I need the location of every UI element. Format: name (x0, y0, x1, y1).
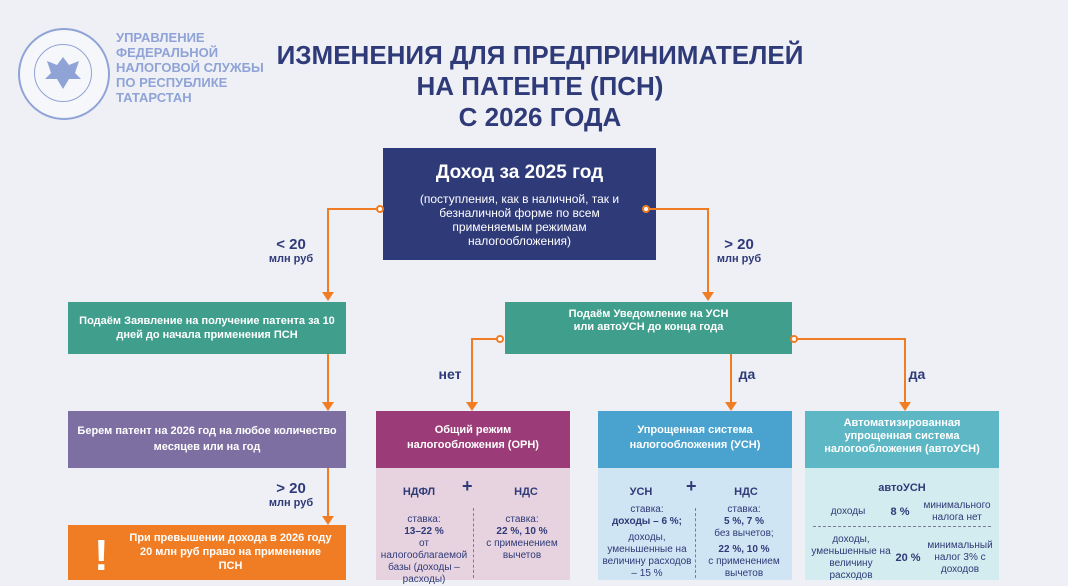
orn-panel (376, 468, 570, 585)
usn-col1-title: УСН (629, 486, 653, 498)
branch-more-label: > 20 млн руб (716, 236, 762, 265)
orn-col2-title: НДС (514, 486, 538, 498)
connector-line (797, 338, 905, 340)
organization-name: УПРАВЛЕНИЕ ФЕДЕРАЛЬНОЙ НАЛОГОВОЙ СЛУЖБЫ ПО РЕСПУБЛИКЕ ТАТАРСТАН (116, 30, 264, 105)
orn-col2-details: ставка: 22 %, 10 % с применением вычетов (486, 514, 558, 561)
autousn-header: Автоматизированная упрощенная система налогообложения (автоУСН) (805, 411, 999, 468)
connector-line (327, 468, 329, 518)
arrow-down-icon (322, 516, 334, 525)
connector-line (328, 208, 378, 210)
exclamation-icon: ! (94, 531, 109, 580)
income-title: Доход за 2025 год (435, 162, 604, 183)
eagle-emblem-icon (34, 44, 92, 102)
arrow-down-icon (725, 402, 737, 411)
arrow-down-icon (322, 292, 334, 301)
connector-line (471, 338, 473, 404)
arrow-down-icon (466, 402, 478, 411)
orn-header: Общий режим налогообложения (ОРН) (376, 411, 570, 468)
autousn-subheader: автоУСН (878, 482, 926, 494)
arrow-down-icon (322, 402, 334, 411)
apply-patent-box: Подаём Заявление на получение патента за 10 дней до начала применения ПСН (68, 302, 346, 354)
answer-no-label: нет (438, 366, 462, 382)
usn-panel (598, 468, 792, 580)
arrow-down-icon (702, 292, 714, 301)
answer-yes-label: да (738, 366, 756, 382)
warning-box (68, 525, 346, 580)
answer-yes-label: да (908, 366, 926, 382)
arrow-down-icon (899, 402, 911, 411)
usn-col1-details: ставка: доходы – 6 %; доходы, уменьшенные на величину расходов – 15 % (602, 504, 692, 579)
page-title: ИЗМЕНЕНИЯ ДЛЯ ПРЕДПРИНИМАТЕЛЕЙ НА ПАТЕНТЕ (ПСН) С 2026 ГОДА (276, 40, 804, 132)
orn-col1-title: НДФЛ (402, 486, 436, 498)
usn-header: Упрощенная система налогообложения (УСН) (598, 411, 792, 468)
income-2025-box (383, 148, 656, 260)
income-description: (поступления, как в наличной, так и безналичной форме по всем применяемым режимам налогообложения) (419, 192, 620, 248)
usn-col2-details: ставка: 5 %, 7 % без вычетов; 22 %, 10 % с применением вычетов (708, 504, 780, 579)
branch-less-label: < 20 млн руб (268, 236, 314, 265)
divider (473, 508, 474, 578)
divider (695, 508, 696, 578)
autousn-row1-value: 8 % (890, 506, 910, 518)
notify-usn-box: Подаём Уведомление на УСН или автоУСН до конца года (505, 302, 792, 354)
autousn-row2-note: минимальный налог 3% с доходов (927, 540, 993, 575)
plus-icon: + (462, 476, 473, 496)
branch-more-label-2: > 20 млн руб (268, 480, 314, 509)
orn-col1-details: ставка: 13–22 % от налогооблагаемой базы (доходы – расходы) (380, 514, 468, 585)
connector-line (648, 208, 708, 210)
connector-line (327, 208, 329, 294)
usn-col2-title: НДС (734, 486, 758, 498)
autousn-row2-value: 20 % (895, 552, 921, 564)
autousn-row1-label: доходы (830, 506, 866, 517)
connector-line (472, 338, 498, 340)
autousn-panel (805, 468, 999, 580)
autousn-row2-label: доходы, уменьшенные на величину расходов (811, 534, 891, 581)
autousn-row1-note: минимального налога нет (923, 500, 991, 523)
connector-line (327, 354, 329, 404)
plus-icon: + (686, 476, 697, 496)
warning-text: При превышении дохода в 2026 году 20 млн руб право на применение ПСН (129, 532, 332, 572)
divider (813, 526, 991, 527)
take-patent-box: Берем патент на 2026 год на любое количество месяцев или на год (68, 411, 346, 468)
